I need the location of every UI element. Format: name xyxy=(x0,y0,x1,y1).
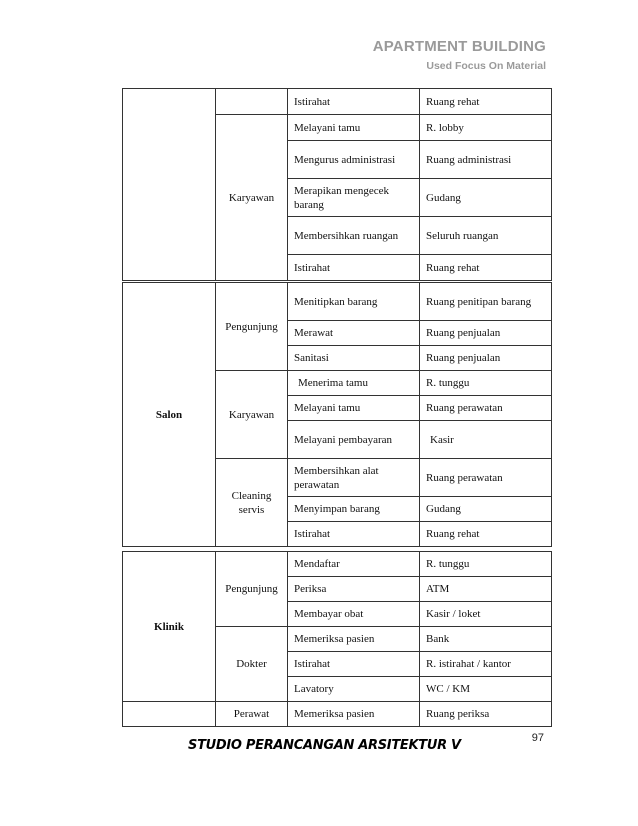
user-cell: Karyawan xyxy=(216,371,288,459)
room-cell: Ruang penjualan xyxy=(420,321,552,346)
facility-cell-klinik: Klinik xyxy=(123,552,216,702)
header-title: APARTMENT BUILDING xyxy=(372,38,546,55)
room-cell: R. istirahat / kantor xyxy=(420,652,552,677)
activity-cell: Merawat xyxy=(288,321,420,346)
activity-table xyxy=(122,88,552,281)
user-cell: Karyawan xyxy=(216,115,288,281)
user-cell: Perawat xyxy=(216,702,288,727)
room-cell: Ruang rehat xyxy=(420,255,552,281)
activity-cell: Melayani pembayaran xyxy=(288,421,420,459)
activity-cell: Menerima tamu xyxy=(288,371,420,396)
user-cell: Cleaning servis xyxy=(216,459,288,547)
activity-cell: Lavatory xyxy=(288,677,420,702)
activity-cell: Sanitasi xyxy=(288,346,420,371)
activity-cell: Istirahat xyxy=(288,255,420,281)
room-cell: Ruang penjualan xyxy=(420,346,552,371)
room-cell: ATM xyxy=(420,577,552,602)
header-subtitle: Used Focus On Material xyxy=(426,60,546,72)
user-cell: Pengunjung xyxy=(216,552,288,627)
room-cell: R. tunggu xyxy=(420,552,552,577)
facility-cell-empty xyxy=(123,89,216,281)
activity-cell: Membersihkan ruangan xyxy=(288,217,420,255)
activity-cell: Istirahat xyxy=(288,522,420,547)
user-cell: Pengunjung xyxy=(216,283,288,371)
activity-cell: Istirahat xyxy=(288,652,420,677)
room-cell: Gudang xyxy=(420,179,552,217)
footer-title: STUDIO PERANCANGAN ARSITEKTUR V xyxy=(188,738,461,753)
room-cell: Kasir / loket xyxy=(420,602,552,627)
room-cell: Ruang penitipan barang xyxy=(420,283,552,321)
table-row xyxy=(123,702,552,727)
activity-cell: Menitipkan barang xyxy=(288,283,420,321)
room-cell: WC / KM xyxy=(420,677,552,702)
activity-cell: Memeriksa pasien xyxy=(288,627,420,652)
room-cell: R. tunggu xyxy=(420,371,552,396)
table-row xyxy=(123,552,552,577)
room-cell: Ruang periksa xyxy=(420,702,552,727)
room-cell: Ruang rehat xyxy=(420,89,552,115)
room-cell: Ruang administrasi xyxy=(420,141,552,179)
facility-cell-empty xyxy=(123,702,216,727)
activity-cell: Periksa xyxy=(288,577,420,602)
room-cell: Kasir xyxy=(420,421,552,459)
room-cell: Gudang xyxy=(420,497,552,522)
activity-cell: Membersihkan alat perawatan xyxy=(288,459,420,497)
salon-table xyxy=(122,282,552,547)
activity-cell: Membayar obat xyxy=(288,602,420,627)
room-cell: Bank xyxy=(420,627,552,652)
room-cell: Ruang rehat xyxy=(420,522,552,547)
table-row xyxy=(123,283,552,321)
klinik-table xyxy=(122,551,552,727)
room-cell: Seluruh ruangan xyxy=(420,217,552,255)
facility-cell-salon: Salon xyxy=(123,283,216,547)
activity-cell: Istirahat xyxy=(288,89,420,115)
activity-cell: Mengurus administrasi xyxy=(288,141,420,179)
user-cell-empty xyxy=(216,89,288,115)
user-cell: Dokter xyxy=(216,627,288,702)
table-row xyxy=(123,89,552,115)
activity-cell: Melayani tamu xyxy=(288,115,420,141)
activity-cell: Merapikan mengecek barang xyxy=(288,179,420,217)
activity-cell: Menyimpan barang xyxy=(288,497,420,522)
activity-cell: Mendaftar xyxy=(288,552,420,577)
room-cell: Ruang perawatan xyxy=(420,459,552,497)
room-cell: Ruang perawatan xyxy=(420,396,552,421)
activity-cell: Memeriksa pasien xyxy=(288,702,420,727)
room-cell: R. lobby xyxy=(420,115,552,141)
activity-cell: Melayani tamu xyxy=(288,396,420,421)
page-number: 97 xyxy=(531,732,544,744)
